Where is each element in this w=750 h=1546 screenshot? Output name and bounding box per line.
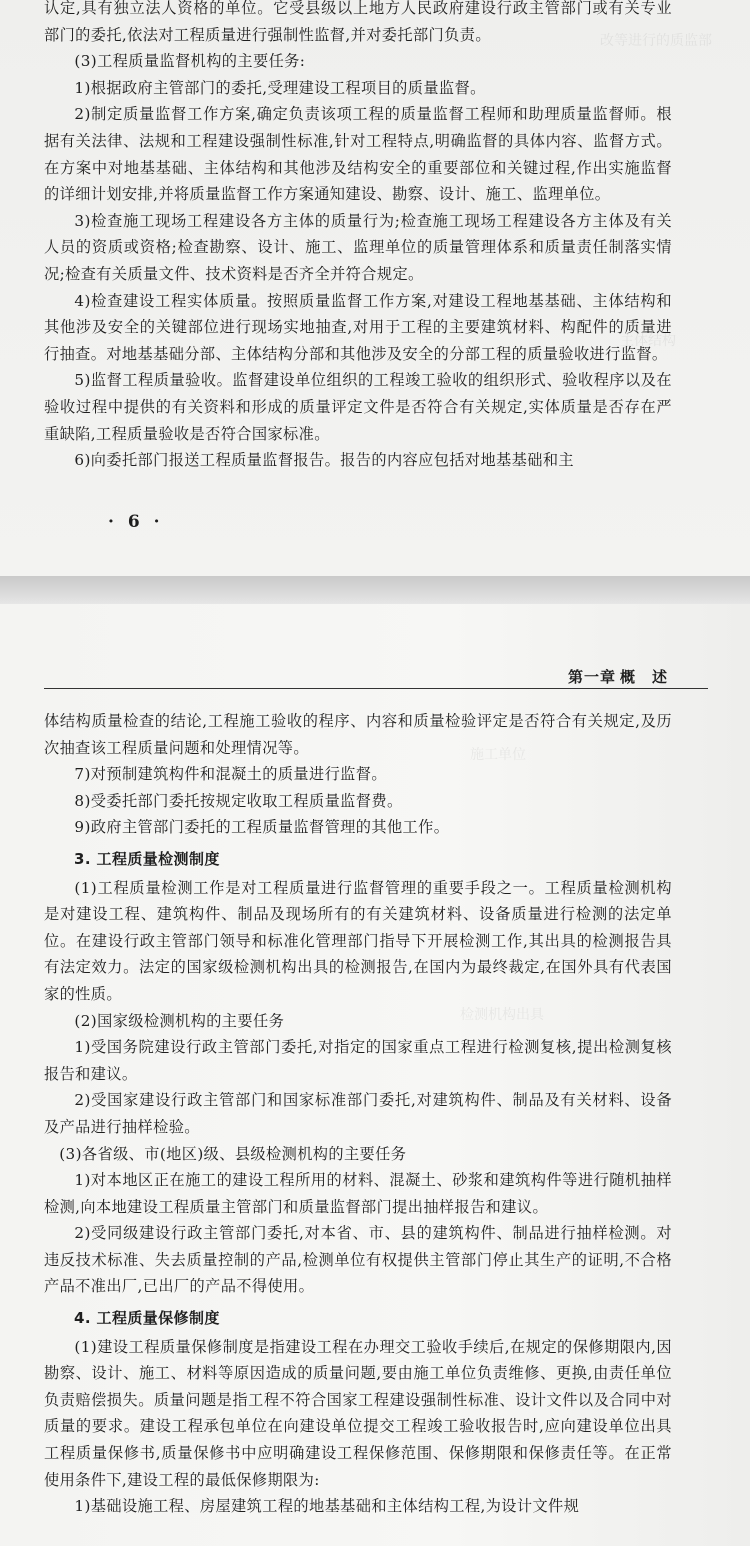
running-head-chapter: 第一章 — [567, 668, 616, 686]
paragraph: 体结构质量检查的结论,工程施工验收的程序、内容和质量检验评定是否符合有关规定,及历次抽查该工程质量问题和处理情况等。 — [44, 712, 672, 757]
paragraph: 2)受同级建设行政主管部门委托,对本省、市、县的建筑构件、制品进行抽样检测。对违反技术标准、失去质量控制的产品,检测单位有权提供主管部门停止其生产的证明,不合格产品不准出厂,已出厂的产品不得使用。 — [44, 1224, 672, 1296]
paragraph: (2)国家级检测机构的主要任务 — [74, 1011, 285, 1030]
book-page-left: 改等进行的质监部 主体结构 认定,具有独立法人资格的单位。它受县级以上地方人民政府建设行政主管部门或有关专业部门的委托,依法对工程质量进行强制性监督,并对委托部门负责。 (3)工程质量监督机构的主要任务: 1)根据政府主管部门的委托,受理建设工程项目的质量监督。 2)制定质量监督工作方案,确定负责该项工程的质量监督工程师和助理质量监督师。根据有关法律、法规和工程建设强制性标准,针对工程特点,明确监督的具体内容、监督方式。在方案中对地基基础、主体结构和其他涉及结构安全的重要部位和关键过程,作出实施监督的详细计划安排,并将质量监督工作方案通知建设、勘察、设计、施工、监理单位。 3)检查施工现场工程建设各方主体的质量行为;检查施工现场工程建设各方主体及有关人员的资质或资格;检查勘察、设计、施工、监理单位的质量管理体系和质量责任制落实情况;检查有关质量文件、技术资料是否齐全并符合规定。 4)检查建设工程实体质量。按照质量监督工作方案,对建设工程地基基础、主体结构和其他涉及安全的关键部位进行现场实地抽查,对用于工程的主要建筑材料、构配件的质量进行抽查。对地基基础分部、主体结构分部和其他涉及安全的分部工程的质量验收进行监督。 5)监督工程质量验收。监督建设单位组织的工程竣工验收的组织形式、验收程序以及在验收过程中提供的有关资料和形成的质量评定文件是否符合有关规定,实体质量是否存在严重缺陷,工程质量验收是否符合国家标准。 6)向委托部门报送工程质量监督报告。报告的内容应包括对地基基础和主 · 6 · — [0, 0, 750, 576]
paragraph: 5)监督工程质量验收。监督建设单位组织的工程竣工验收的组织形式、验收程序以及在验收过程中提供的有关资料和形成的质量评定文件是否符合有关规定,实体质量是否存在严重缺陷,工程质量验收是否符合国家标准。 — [44, 371, 672, 443]
paragraph: 1)受国务院建设行政主管部门委托,对指定的国家重点工程进行检测复核,提出检测复核报告和建议。 — [44, 1038, 672, 1083]
paragraph: 2)制定质量监督工作方案,确定负责该项工程的质量监督工程师和助理质量监督师。根据有关法律、法规和工程建设强制性标准,针对工程特点,明确监督的具体内容、监督方式。在方案中对地基基础、主体结构和其他涉及结构安全的重要部位和关键过程,作出实施监督的详细计划安排,并将质量监督工作方案通知建设、勘察、设计、施工、监理单位。 — [44, 105, 672, 204]
paragraph: 3)检查施工现场工程建设各方主体的质量行为;检查施工现场工程建设各方主体及有关人员的资质或资格;检查勘察、设计、施工、监理单位的质量管理体系和质量责任制落实情况;检查有关质量文件、技术资料是否齐全并符合规定。 — [44, 211, 672, 283]
header-rule — [44, 688, 708, 689]
paragraph: 1)根据政府主管部门的委托,受理建设工程项目的质量监督。 — [74, 78, 486, 97]
paragraph: 8)受委托部门委托按规定收取工程质量监督费。 — [74, 791, 403, 810]
book-page-right: 施工单位 检测机构出具 — [0, 604, 750, 1546]
paragraph: (3)工程质量监督机构的主要任务: — [74, 52, 306, 71]
paragraph: 4)检查建设工程实体质量。按照质量监督工作方案,对建设工程地基基础、主体结构和其他涉及安全的关键部位进行现场实地抽查,对用于工程的主要建筑材料、构配件的质量进行抽查。对地基基础分部、主体结构分部和其他涉及安全的分部工程的质量验收进行监督。 — [44, 291, 672, 363]
paragraph: (1)工程质量检测工作是对工程质量进行监督管理的重要手段之一。工程质量检测机构是对建设工程、建筑构件、制品及现场所有的有关建筑材料、设备质量进行检测的法定单位。在建设行政主管部门领导和标准化管理部门指导下开展检测工作,其出具的检测报告具有法定效力。法定的国家级检测机构出具的检测报告,在国内为最终裁定,在国外具有代表国家的性质。 — [44, 878, 672, 1003]
paragraph: (1)建设工程质量保修制度是指建设工程在办理交工验收手续后,在规定的保修期限内,因勘察、设计、施工、材料等原因造成的质量问题,要由施工单位负责维修、更换,由责任单位负责赔偿损失。质量问题是指工程不符合国家工程建设强制性标准、设计文件以及合同中对质量的要求。建设工程承包单位在向建设单位提交工程竣工验收报告时,应向建设单位出具工程质量保修书,质量保修书中应明确建设工程保修范围、保修期限和保修责任等。在正常使用条件下,建设工程的最低保修期限为: — [44, 1337, 672, 1489]
paragraph: 2)受国家建设行政主管部门和国家标准部门委托,对建筑构件、制品及有关材料、设备及产品进行抽样检验。 — [44, 1091, 672, 1136]
paragraph: 1)基础设施工程、房屋建筑工程的地基基础和主体结构工程,为设计文件规 — [74, 1497, 580, 1516]
running-head-title: 概 述 — [619, 668, 668, 686]
paragraph: 9)政府主管部门委托的工程质量监督管理的其他工作。 — [74, 818, 450, 837]
section-heading: 3. 工程质量检测制度 — [74, 849, 220, 868]
paragraph: 6)向委托部门报送工程质量监督报告。报告的内容应包括对地基基础和主 — [74, 451, 574, 470]
paragraph: 7)对预制建筑构件和混凝土的质量进行监督。 — [74, 765, 387, 784]
page1-body-text — [44, 0, 672, 474]
running-head — [568, 666, 668, 687]
page-gap — [0, 576, 750, 604]
section-heading: 4. 工程质量保修制度 — [74, 1309, 220, 1328]
paragraph: 认定,具有独立法人资格的单位。它受县级以上地方人民政府建设行政主管部门或有关专业部门的委托,依法对工程质量进行强制性监督,并对委托部门负责。 — [44, 0, 672, 44]
page-number: · 6 · — [108, 512, 164, 532]
paragraph: 1)对本地区正在施工的建设工程所用的材料、混凝土、砂浆和建筑构件等进行随机抽样检测,向本地建设工程质量主管部门和质量监督部门提出抽样报告和建议。 — [44, 1171, 672, 1216]
paragraph: (3)各省级、市(地区)级、县级检测机构的主要任务 — [59, 1144, 407, 1163]
page2-body-text — [44, 708, 672, 1520]
